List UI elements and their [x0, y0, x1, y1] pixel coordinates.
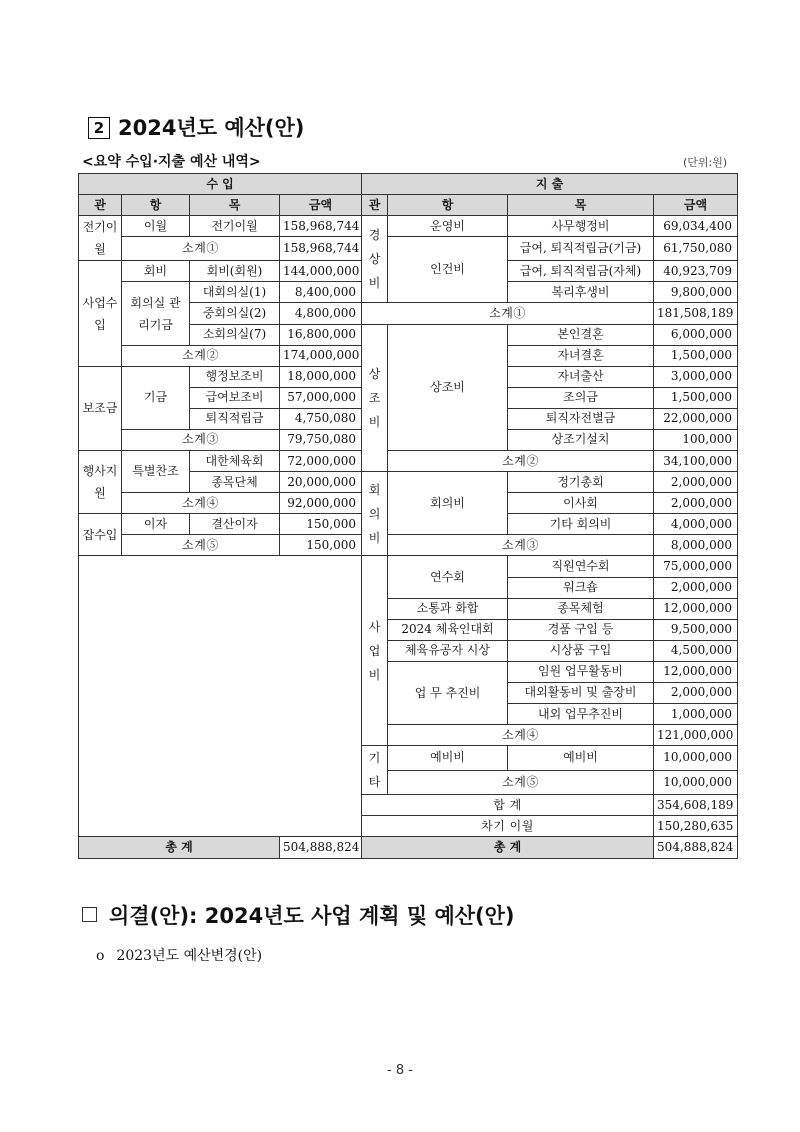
expense-amount: 22,000,000 [654, 408, 738, 429]
expense-subtotal-label: 소계② [388, 451, 654, 472]
income-mok: 중회의실(2) [190, 303, 280, 324]
page-number: - 8 - [387, 1063, 413, 1078]
expense-mok: 직원연수회 [508, 556, 654, 577]
income-mok: 퇴직적립금 [190, 408, 280, 429]
expense-total-label: 총 계 [362, 837, 654, 859]
income-amount-header: 금액 [280, 195, 362, 216]
section-title-text: 2024년도 예산(안) [118, 116, 305, 140]
expense-mok: 자녀결혼 [508, 345, 654, 366]
income-subtotal-amount: 92,000,000 [280, 493, 362, 514]
income-total-label: 총 계 [79, 837, 280, 859]
table-row [79, 556, 738, 577]
income-subtotal-amount: 79,750,080 [280, 429, 362, 450]
expense-amount: 40,923,709 [654, 261, 738, 282]
income-gwan: 잡수입 [79, 514, 122, 556]
income-subtotal-amount: 174,000,000 [280, 345, 362, 366]
expense-hang: 인건비 [388, 237, 508, 303]
expense-mok: 복리후생비 [508, 282, 654, 303]
expense-amount-header: 금액 [654, 195, 738, 216]
expense-hang: 회의비 [388, 472, 508, 535]
expense-mok: 사무행정비 [508, 216, 654, 237]
income-hang: 회비 [122, 261, 190, 282]
expense-mok: 본인결혼 [508, 324, 654, 345]
expense-subtotal-amount: 34,100,000 [654, 451, 738, 472]
table-row [79, 451, 738, 472]
income-gwan: 전기이월 [79, 216, 122, 261]
expense-amount: 2,000,000 [654, 493, 738, 514]
income-amount: 144,000,000 [280, 261, 362, 282]
section-title [88, 112, 304, 142]
income-subtotal-amount: 158,968,744 [280, 237, 362, 261]
income-mok: 종목단체 [190, 472, 280, 493]
expense-mok-header: 목 [508, 195, 654, 216]
expense-mok: 급여, 퇴직적립금(기금) [508, 237, 654, 261]
expense-mok: 내외 업무추진비 [508, 703, 654, 724]
resolution-item-text: 2023년도 예산변경(안) [116, 948, 263, 964]
expense-total-amount: 504,888,824 [654, 837, 738, 859]
income-gwan: 사업수입 [79, 261, 122, 366]
income-header: 수 입 [79, 174, 362, 195]
expense-amount: 4,500,000 [654, 640, 738, 661]
income-blank-area [79, 556, 362, 837]
expense-amount: 100,000 [654, 429, 738, 450]
expense-hang: 2024 체육인대회 [388, 619, 508, 640]
expense-hang: 소통과 화합 [388, 598, 508, 619]
expense-hang: 예비비 [388, 746, 508, 771]
expense-mok: 자녀출산 [508, 366, 654, 387]
expense-mok: 임원 업무활동비 [508, 661, 654, 682]
income-subtotal-label: 소계② [122, 345, 280, 366]
expense-amount: 2,000,000 [654, 577, 738, 598]
income-amount: 4,750,080 [280, 408, 362, 429]
expense-hang: 업 무 추진비 [388, 661, 508, 724]
expense-amount: 2,000,000 [654, 472, 738, 493]
expense-header: 지 출 [362, 174, 738, 195]
total-row [79, 837, 738, 859]
income-amount: 18,000,000 [280, 366, 362, 387]
expense-amount: 9,500,000 [654, 619, 738, 640]
expense-gwan: 기타 [362, 746, 388, 795]
income-subtotal-label: 소계④ [122, 493, 280, 514]
expense-amount: 2,000,000 [654, 682, 738, 703]
expense-hang: 연수회 [388, 556, 508, 598]
income-amount: 158,968,744 [280, 216, 362, 237]
expense-mok: 정기총회 [508, 472, 654, 493]
expense-mok: 시상품 구입 [508, 640, 654, 661]
table-row [79, 216, 738, 237]
income-amount: 16,800,000 [280, 324, 362, 345]
income-hang: 기금 [122, 366, 190, 429]
income-subtotal-label: 소계① [122, 237, 280, 261]
expense-mok: 예비비 [508, 746, 654, 771]
resolution-title [82, 900, 515, 930]
income-mok: 행정보조비 [190, 366, 280, 387]
income-gwan: 보조금 [79, 366, 122, 450]
expense-hang-header: 항 [388, 195, 508, 216]
table-row [79, 535, 738, 556]
expense-subtotal-amount: 10,000,000 [654, 770, 738, 795]
table-header-row [79, 174, 738, 195]
income-mok-header: 목 [190, 195, 280, 216]
income-subtotal-label: 소계③ [122, 429, 280, 450]
expense-carryover-amount: 150,280,635 [654, 816, 738, 837]
income-gwan-header: 관 [79, 195, 122, 216]
expense-amount: 12,000,000 [654, 598, 738, 619]
income-mok: 결산이자 [190, 514, 280, 535]
expense-amount: 6,000,000 [654, 324, 738, 345]
expense-subtotal-label: 소계⑤ [388, 770, 654, 795]
expense-amount: 10,000,000 [654, 746, 738, 771]
bullet-marker: o [96, 948, 105, 964]
expense-gwan: 사업비 [362, 556, 388, 746]
expense-subtotal-amount: 181,508,189 [654, 303, 738, 324]
income-mok: 급여보조비 [190, 387, 280, 408]
summary-title: <요약 수입·지출 예산 내역> [82, 154, 261, 170]
expense-mok: 기타 회의비 [508, 514, 654, 535]
table-header-row [79, 195, 738, 216]
budget-table [78, 173, 738, 859]
income-mok: 회비(회원) [190, 261, 280, 282]
expense-amount: 1,500,000 [654, 345, 738, 366]
expense-mok: 급여, 퇴직적립금(자체) [508, 261, 654, 282]
expense-amount: 12,000,000 [654, 661, 738, 682]
income-hang: 특별찬조 [122, 451, 190, 493]
income-total-amount: 504,888,824 [280, 837, 362, 859]
expense-hang: 상조비 [388, 324, 508, 450]
income-hang-header: 항 [122, 195, 190, 216]
expense-hang: 체육유공자 시상 [388, 640, 508, 661]
expense-subtotal-amount: 8,000,000 [654, 535, 738, 556]
expense-sum-label: 합 계 [362, 795, 654, 816]
expense-amount: 75,000,000 [654, 556, 738, 577]
expense-subtotal-label: 소계④ [388, 725, 654, 746]
income-amount: 57,000,000 [280, 387, 362, 408]
income-hang: 이월 [122, 216, 190, 237]
expense-amount: 3,000,000 [654, 366, 738, 387]
expense-subtotal-label: 소계③ [388, 535, 654, 556]
income-hang: 이자 [122, 514, 190, 535]
expense-mok: 대외활동비 및 출장비 [508, 682, 654, 703]
section-number-box: 2 [88, 117, 110, 139]
expense-amount: 9,800,000 [654, 282, 738, 303]
resolution-item [96, 945, 262, 965]
expense-amount: 1,500,000 [654, 387, 738, 408]
income-mok: 전기이월 [190, 216, 280, 237]
income-mok: 대한체육회 [190, 451, 280, 472]
expense-mok: 조의금 [508, 387, 654, 408]
expense-gwan: 상조비 [362, 324, 388, 472]
expense-sum-amount: 354,608,189 [654, 795, 738, 816]
expense-mok: 종목체험 [508, 598, 654, 619]
income-amount: 72,000,000 [280, 451, 362, 472]
resolution-title-text: 의결(안): 2024년도 사업 계획 및 예산(안) [109, 904, 515, 928]
expense-subtotal-label: 소계① [362, 303, 654, 324]
income-subtotal-label: 소계⑤ [122, 535, 280, 556]
income-amount: 20,000,000 [280, 472, 362, 493]
income-mok: 대회의실(1) [190, 282, 280, 303]
expense-carryover-label: 차기 이월 [362, 816, 654, 837]
expense-hang: 운영비 [388, 216, 508, 237]
checkbox-square-icon [82, 907, 97, 922]
expense-gwan: 회의비 [362, 472, 388, 556]
expense-amount: 69,034,400 [654, 216, 738, 237]
expense-mok: 상조기설치 [508, 429, 654, 450]
income-amount: 150,000 [280, 514, 362, 535]
expense-amount: 4,000,000 [654, 514, 738, 535]
table-row [79, 237, 738, 261]
expense-gwan-header: 관 [362, 195, 388, 216]
expense-subtotal-amount: 121,000,000 [654, 725, 738, 746]
expense-amount: 61,750,080 [654, 237, 738, 261]
unit-note: (단위:원) [683, 156, 728, 169]
expense-mok: 경품 구입 등 [508, 619, 654, 640]
expense-mok: 퇴직자전별금 [508, 408, 654, 429]
income-gwan: 행사지원 [79, 451, 122, 514]
expense-mok: 이사회 [508, 493, 654, 514]
expense-gwan: 경상비 [362, 216, 388, 303]
expense-amount: 1,000,000 [654, 703, 738, 724]
income-mok: 소회의실(7) [190, 324, 280, 345]
income-subtotal-amount: 150,000 [280, 535, 362, 556]
income-hang: 회의실 관리기금 [122, 282, 190, 345]
income-amount: 8,400,000 [280, 282, 362, 303]
income-amount: 4,800,000 [280, 303, 362, 324]
expense-mok: 워크숍 [508, 577, 654, 598]
